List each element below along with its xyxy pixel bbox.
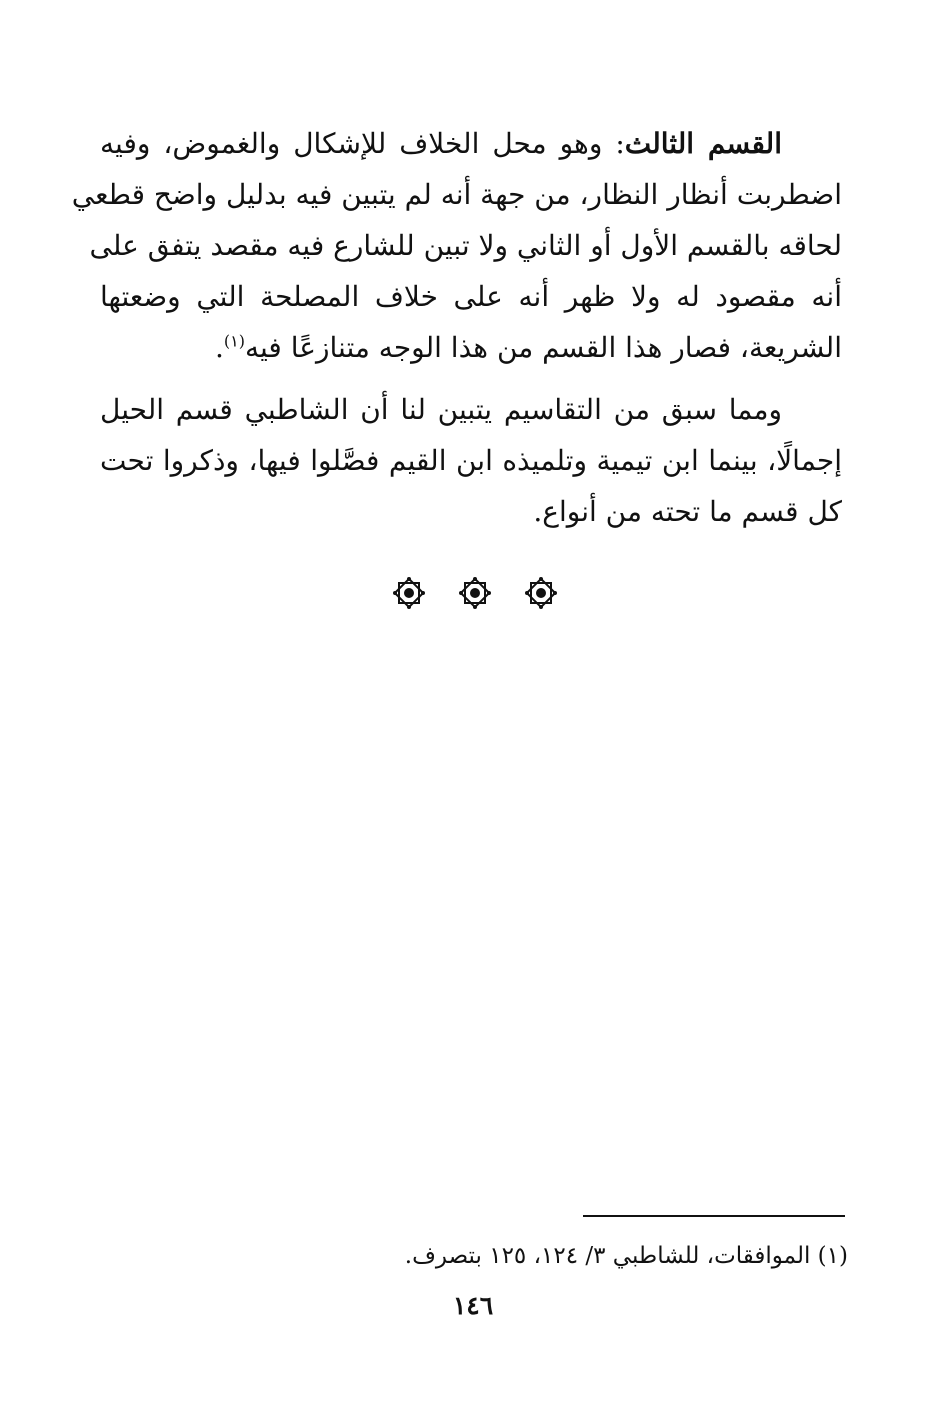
ornament-icon: [458, 576, 492, 610]
paragraph-line: كل قسم ما تحته من أنواع.: [533, 495, 842, 528]
paragraph-line: لحاقه بالقسم الأول أو الثاني ولا تبين للشارع فيه مقصد يتفق على: [89, 229, 842, 262]
paragraph-text: .: [214, 331, 224, 364]
section-end-ornaments: [392, 576, 558, 610]
page-number: ١٤٦: [452, 1291, 494, 1320]
paragraph-line: [100, 322, 842, 373]
paragraph-line: إجمالًا، بينما ابن تيمية وتلميذه ابن القيم فصَّلوا فيها، وذكروا تحت: [100, 444, 842, 477]
ornament-icon: [524, 576, 558, 610]
footnote-separator: [583, 1215, 845, 1217]
paragraph-text: الشريعة، فصار هذا القسم من هذا الوجه متنازعًا فيه: [244, 331, 842, 364]
paragraph-text: : وهو محل الخلاف للإشكال والغموض، وفيه: [100, 127, 625, 160]
paragraph-line: اضطربت أنظار النظار، من جهة أنه لم يتبين فيه بدليل واضح قطعي: [71, 178, 842, 211]
paragraph-summary: [100, 384, 842, 537]
paragraph-third-section: [71, 118, 842, 373]
section-heading: القسم الثالث: [624, 127, 782, 160]
ornament-icon: [392, 576, 426, 610]
footnote-reference: (١): [223, 331, 245, 351]
paragraph-line: [100, 118, 842, 169]
paragraph-line: أنه مقصود له ولا ظهر أنه على خلاف المصلحة التي وضعتها: [100, 280, 842, 313]
paragraph-line: ومما سبق من التقاسيم يتبين لنا أن الشاطبي قسم الحيل: [100, 393, 782, 426]
footnote: (١) الموافقات، للشاطبي ٣/ ١٢٤، ١٢٥ بتصرف.: [404, 1243, 848, 1269]
